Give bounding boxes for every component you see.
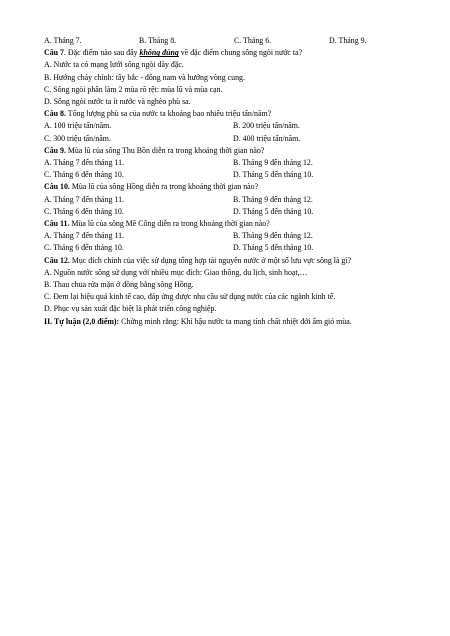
options-row xyxy=(44,242,430,254)
question-text: Mùa lũ của sông Thu Bồn diễn ra trong khoảng thời gian nào? xyxy=(65,145,265,155)
option-a: A. Nước ta có mạng lưới sông ngòi dày đặc. xyxy=(44,60,184,70)
option-d: D. Sông ngòi nước ta ít nước và nghèo phù sa. xyxy=(44,97,191,107)
question-text: Tổng lượng phù sa của nước ta khoảng bao nhiêu triệu tấn/năm? xyxy=(65,109,272,119)
option-c: C. Tháng 6. xyxy=(234,36,272,45)
option-b: B. Tháng 9 đến tháng 12. xyxy=(233,158,313,168)
options-row xyxy=(44,157,430,169)
options-row xyxy=(44,120,430,132)
option-b: B. 200 triệu tấn/năm. xyxy=(233,121,300,131)
option-b: B. Thau chua rửa mặn ở đồng bằng sông Hồng. xyxy=(44,280,194,290)
option-b: B. Tháng 9 đến tháng 12. xyxy=(233,231,313,241)
question-emphasis: không đúng xyxy=(139,48,179,58)
option-c: C. 300 triệu tấn/năm. xyxy=(44,133,111,143)
option-c: C. Tháng 6 đến tháng 10. xyxy=(44,170,124,180)
options-row xyxy=(44,230,430,242)
question-12 xyxy=(44,255,430,267)
option-d: D. Tháng 9. xyxy=(329,36,367,45)
option-c: C. Tháng 6 đến tháng 10. xyxy=(44,243,124,253)
top-options-row xyxy=(44,35,430,47)
option-a: A. Tháng 7 đến tháng 11. xyxy=(44,158,124,168)
option-a: A. Nguồn nước sông sử dụng với nhiều mục đích: Giao thông, du lịch, sinh hoạt,… xyxy=(44,267,308,277)
question-text: Mùa lũ của sông Hồng diễn ra trong khoảng thời gian nào? xyxy=(69,182,259,192)
option-c: C. Tháng 6 đến tháng 10. xyxy=(44,206,124,216)
question-label: Câu 8. xyxy=(44,109,66,119)
question-text: . Đặc điểm nào sau đây xyxy=(63,48,140,58)
question-text: Mục đích chính của việc sử dụng tổng hợp tài nguyên nước ở một số lưu vực sông là gì? xyxy=(69,255,352,265)
options-row xyxy=(44,133,430,145)
question-8 xyxy=(44,108,430,120)
option-a: A. Tháng 7 đến tháng 11. xyxy=(44,194,124,204)
question-10 xyxy=(44,181,430,193)
option-a: A. 100 triệu tấn/năm. xyxy=(44,121,112,131)
question-label: Câu 10. xyxy=(44,182,70,192)
question-9 xyxy=(44,145,430,157)
option-c: C. Sông ngòi phân làm 2 mùa rõ rệt: mùa lũ và mùa cạn. xyxy=(44,84,223,94)
essay-section xyxy=(44,316,430,328)
option-b: B. Tháng 8. xyxy=(139,36,177,45)
question-label: Câu 12. xyxy=(44,255,70,265)
section-label: II. Tự luận (2,0 điểm): xyxy=(44,316,120,326)
options-row xyxy=(44,206,430,218)
question-7 xyxy=(44,47,430,59)
question-text: về đặc điểm chung sông ngòi nước ta? xyxy=(178,48,303,58)
question-label: Câu 11. xyxy=(44,219,70,229)
option-a: A. Tháng 7. xyxy=(44,36,82,45)
option-b: B. Tháng 9 đến tháng 12. xyxy=(233,194,313,204)
option-c: C. Đem lại hiệu quả kinh tế cao, đáp ứng được nhu cầu sử dụng nước của các ngành kinh tế. xyxy=(44,292,336,302)
option-d: D. Tháng 5 đến tháng 10. xyxy=(233,206,314,216)
option-a: A. Tháng 7 đến tháng 11. xyxy=(44,231,124,241)
option-d: D. Phục vụ sản xuất đặc biệt là phát triển công nghiệp. xyxy=(44,304,217,314)
option-d: D. Tháng 5 đến tháng 10. xyxy=(233,170,314,180)
option-d: D. Tháng 5 đến tháng 10. xyxy=(233,243,314,253)
question-text: Mùa lũ của sông Mê Công diễn ra trong khoảng thời gian nào? xyxy=(69,219,270,229)
question-label: Câu 7 xyxy=(44,48,64,58)
essay-prompt: Chứng minh rằng: Khí hậu nước ta mang tính chất nhiệt đới ẩm gió mùa. xyxy=(119,316,352,326)
options-row xyxy=(44,194,430,206)
options-row xyxy=(44,169,430,181)
question-label: Câu 9. xyxy=(44,145,66,155)
option-d: D. 400 triệu tấn/năm. xyxy=(233,133,301,143)
option-b: B. Hướng chảy chính: tây bắc - đông nam và hướng vòng cung. xyxy=(44,72,245,82)
question-11 xyxy=(44,218,430,230)
